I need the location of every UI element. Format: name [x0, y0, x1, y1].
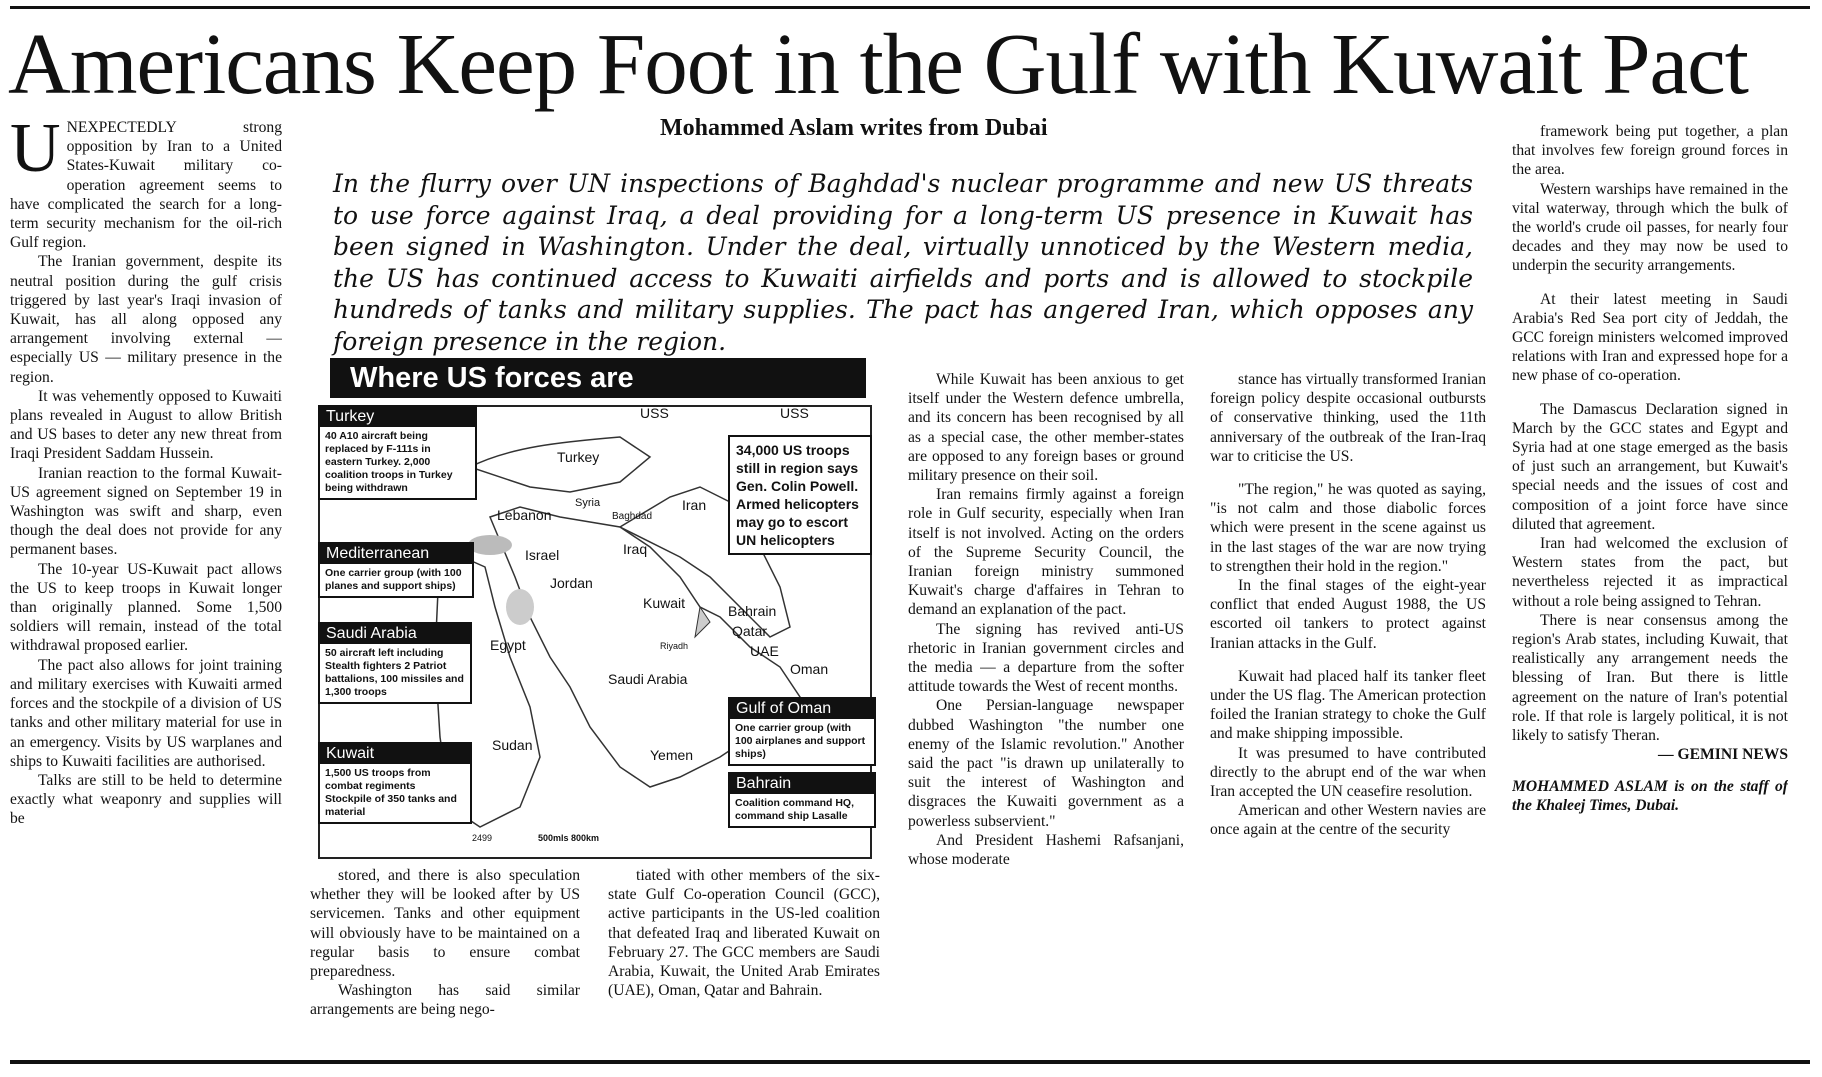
top-rule: [10, 6, 1810, 9]
map-label-jordan: Jordan: [550, 575, 593, 591]
map-label-sudan: Sudan: [492, 737, 533, 753]
map-label-uss: USS: [640, 405, 669, 421]
paragraph: It was presumed to have contributed directly to the abrupt end of the war when Iran accepted the UN ceasefire resolution.: [1210, 744, 1486, 801]
callout-body: 50 aircraft left including Stealth fighters 2 Patriot battalions, 100 missiles and 1,300 troops: [325, 647, 464, 698]
column-5: [1210, 370, 1486, 1062]
callout-saudi-arabia: [318, 622, 472, 704]
paragraph: NEXPECTEDLY strong opposition by Iran to a United States-Kuwait military co-operation agreement seems to have complicated the search for a long-term security mechanism for the oil-rich Gulf region.: [10, 119, 282, 252]
paragraph: In the final stages of the eight-year conflict that ended August 1988, the US escorted oil tankers to protect against Iranian attacks in the Gulf.: [1210, 577, 1486, 652]
callout-heading: Turkey: [320, 407, 475, 427]
callout-body: Coalition command HQ, command ship Lasalle: [735, 797, 855, 822]
paragraph: Talks are still to be held to determine exactly what weaponry and supplies will be: [10, 771, 282, 828]
map-label-riyadh: Riyadh: [660, 641, 689, 651]
callout-heading: Gulf of Oman: [730, 699, 874, 719]
callout-body: 40 A10 aircraft being replaced by F-111s in eastern Turkey. 2,000 coalition troops in Turkey being withdrawn: [325, 430, 453, 494]
column-6: [1512, 122, 1788, 1060]
paragraph: The Damascus Declaration signed in March by the GCC states and Egypt and Syria had at one stage emerged as the basis of just such an arrangement, but Kuwait's special needs and the issues of cost and composition of a joint force have since diluted that agreement.: [1512, 400, 1788, 533]
map-label-uss: USS: [780, 405, 809, 421]
paragraph: There is near consensus among the region's Arab states, including Kuwait, that realistically any arrangement needs the blessing of Iran. But there is little agreement on the nature of Iran's potential role. If that role is largely political, it is not likely to satisfy Theran.: [1512, 611, 1788, 745]
author-bio: MOHAMMED ASLAM is on the staff of the Khaleej Times, Dubai.: [1512, 777, 1788, 814]
paragraph: It was vehemently opposed to Kuwaiti plans revealed in August to allow British and US bases to deter any new threat from Iraqi President Saddam Hussein.: [10, 387, 282, 463]
map-label-oman: Oman: [790, 661, 829, 677]
map-label-iraq: Iraq: [623, 541, 648, 557]
paragraph: The Iranian government, despite its neutral position during the gulf crisis triggered by last year's Iraqi invasion of Kuwait, has all along opposed any arrangement involving external — especially US — military presence in the region.: [10, 253, 282, 386]
map-label-uae: UAE: [750, 643, 779, 659]
map-label-saudi-arabia: Saudi Arabia: [608, 671, 688, 687]
callout-kuwait: [318, 742, 472, 824]
callout-bahrain: [728, 772, 876, 828]
callout-body: One carrier group (with 100 airplanes and support ships): [735, 722, 866, 760]
map-label-iran: Iran: [682, 497, 707, 513]
map-label-bahrain: Bahrain: [728, 603, 777, 619]
map-title: Where US forces are: [330, 358, 866, 398]
paragraph: The pact also allows for joint training and military exercises with Kuwaiti armed forces and the stockpile of a division of US tanks and other military material for use in an emergency. Visits by US warplanes and ships to Kuwaiti facilities are authorised.: [10, 656, 282, 770]
map-scale: 500mls 800km: [538, 833, 600, 843]
paragraph: One Persian-language newspaper dubbed Washington "the number one enemy of the Islamic revolution." Another said the pact "is drawn up unilaterally to suit the interest of Washington and disgraces the Kuwaiti government as a powerless subservient.": [908, 697, 1184, 830]
paragraph: Kuwait had placed half its tanker fleet under the US flag. The American protection foiled the Iranian strategy to choke the Gulf and make shipping impossible.: [1210, 667, 1486, 743]
source-credit: — GEMINI NEWS: [1658, 746, 1788, 764]
callout-heading: Bahrain: [730, 774, 874, 794]
paragraph: At their latest meeting in Saudi Arabia's Red Sea port city of Jeddah, the GCC foreign ministers welcomed improved relations with Iran and expressed hope for a new phase of co-operation.: [1512, 290, 1788, 385]
paragraph: The 10-year US-Kuwait pact allows the US to keep troops in Kuwait longer than originally planned. Some 1,500 soldiers will remain, instead of the total withdrawal proposed earlier.: [10, 560, 282, 655]
map-frame: [318, 405, 872, 859]
callout-body: 1,500 US troops from combat regiments Stockpile of 350 tanks and material: [325, 767, 457, 818]
map-label-qatar: Qatar: [732, 623, 768, 639]
headline: Americans Keep Foot in the Gulf with Kuwait Pact: [8, 15, 1748, 112]
map-label-kuwait: Kuwait: [643, 595, 686, 611]
paragraph: Iran remains firmly against a foreign role in Gulf security, especially when Iran itself is not involved. Acting on the orders of the Supreme Security Council, the Iranian foreign ministry summoned Kuwait's charge d'affaires in Tehran to demand an explanation of the pact.: [908, 486, 1184, 619]
map-credit: 2499: [472, 833, 493, 843]
paragraph: And President Hashemi Rafsanjani, whose moderate: [908, 831, 1184, 869]
drop-cap: U: [10, 118, 61, 187]
paragraph: Iranian reaction to the formal Kuwait-US agreement signed on September 19 in Washington was swift and sharp, even though the deal does not provide for any permanent bases.: [10, 464, 282, 559]
paragraph: The signing has revived anti-US rhetoric in Iranian government circles and the media — a departure from the softer attitude towards the West of recent months.: [908, 620, 1184, 696]
paragraph: Washington has said similar arrangements are being nego-: [310, 982, 580, 1019]
map-label-yemen: Yemen: [650, 747, 694, 763]
map-label-baghdad: Baghdad: [612, 511, 653, 522]
bottom-rule: [10, 1060, 1810, 1064]
paragraph: framework being put together, a plan that involves few foreign ground forces in the area.: [1512, 123, 1788, 179]
map-label-turkey: Turkey: [557, 449, 600, 465]
callout-us-troops: 34,000 US troops still in region says Gen. Colin Powell. Armed helicopters may go to escort UN helicopters: [728, 435, 872, 555]
callout-gulf-of-oman: [728, 697, 876, 766]
column-4: [908, 370, 1184, 1062]
column-2: [310, 866, 580, 1062]
paragraph: Western warships have remained in the vital waterway, through which the bulk of the world's crude oil passes, for nearly four decades and they may now be used to underpin the security arrangements.: [1512, 180, 1788, 275]
paragraph: stored, and there is also speculation whether they will be looked after by US servicemen. Tanks and other equipment will obviously have to be maintained on a regular basis to ensure combat preparedness.: [310, 867, 580, 981]
callout-heading: Saudi Arabia: [320, 624, 470, 644]
paragraph: tiated with other members of the six-state Gulf Co-operation Council (GCC), active participants in the US-led coalition that defeated Iraq and liberated Kuwait on February 27. The GCC members are Saudi Arabia, Kuwait, the United Arab Emirates (UAE), Oman, Qatar and Bahrain.: [608, 867, 880, 1000]
callout-turkey: [318, 405, 477, 500]
callout-heading: Mediterranean: [320, 544, 472, 564]
paragraph: American and other Western navies are once again at the centre of the security: [1210, 802, 1486, 839]
column-3: [608, 866, 880, 1062]
callout-mediterranean: [318, 542, 474, 598]
callout-body: One carrier group (with 100 planes and support ships): [325, 567, 462, 592]
byline: Mohammed Aslam writes from Dubai: [660, 115, 1048, 141]
map-label-israel: Israel: [525, 547, 560, 563]
column-1: [10, 118, 282, 1063]
map-label-egypt: Egypt: [490, 637, 526, 653]
paragraph: While Kuwait has been anxious to get itself under the Western defence umbrella, and its concern has been recognised by all as a special case, the other member-states are opposed to any foreign bases or ground military presence on their soil.: [908, 371, 1184, 485]
paragraph: stance has virtually transformed Iranian foreign policy despite occasional outbursts of conservative thinking, used the 11th anniversary of the outbreak of the Iran-Iraq war to criticise the US.: [1210, 371, 1486, 465]
map-label-lebanon: Lebanon: [497, 507, 552, 523]
paragraph: "The region," he was quoted as saying, "is not calm and those diabolic forces which were present in the scene against us in the last stages of the war are now trying to strengthen their hold in the region.": [1210, 481, 1486, 575]
paragraph: Iran had welcomed the exclusion of Western states from the pact, but nevertheless rejected it as impractical without a role being assigned to Tehran.: [1512, 535, 1788, 610]
callout-heading: Kuwait: [320, 744, 470, 764]
intro-standfirst: In the flurry over UN inspections of Baghdad's nuclear programme and new US threats to use force against Iraq, a deal providing for a long-term US presence in Kuwait has been signed in Washington. Under the deal, virtually unnoticed by the Western media, the US has continued access to Kuwaiti airfields and ports and is allowed to stockpile hundreds of tanks and military supplies. The pact has angered Iran, which opposes any foreign presence in the region.: [333, 169, 1473, 356]
map-label-syria: Syria: [575, 497, 601, 509]
